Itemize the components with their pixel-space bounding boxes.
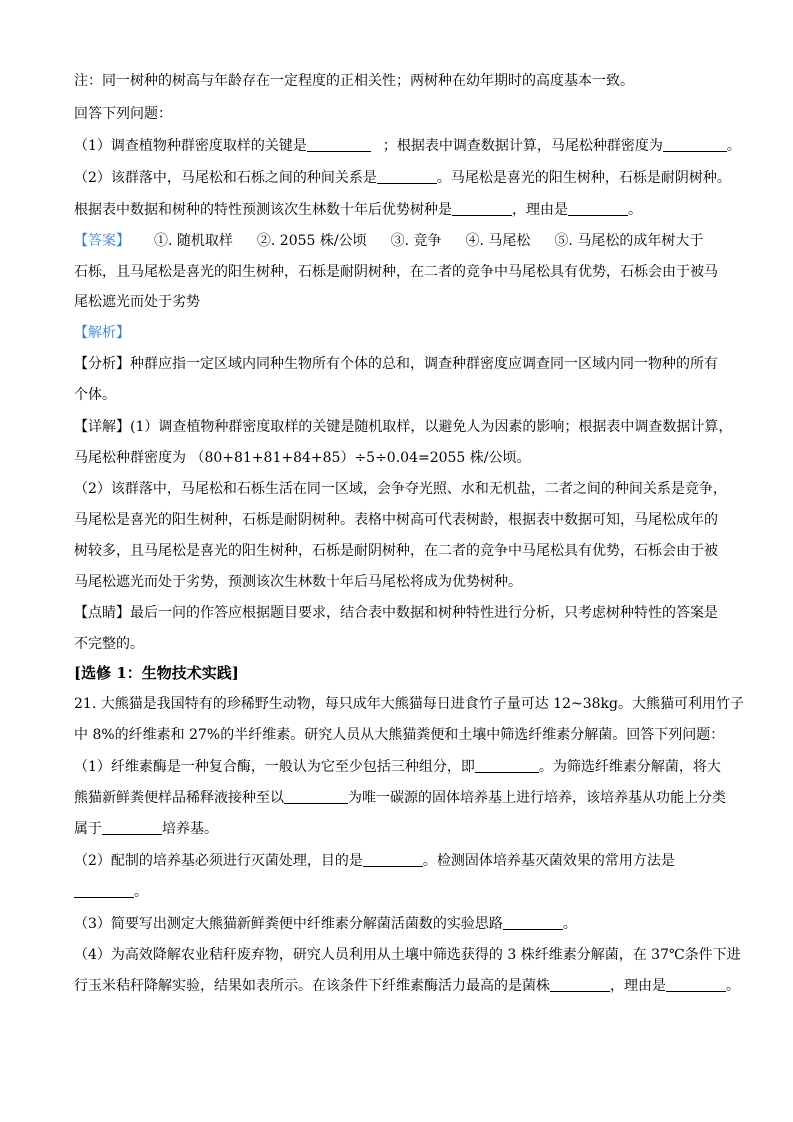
- question-21-2-line: [74, 882, 734, 902]
- question-2-line: [74, 168, 734, 188]
- text-segment: 石栎，且马尾松是喜光的阳生树种，石栎是耐阴树种，在二者的竞争中马尾松具有优势，石栎会由于被马: [74, 264, 718, 280]
- answer-blank[interactable]: [666, 977, 726, 992]
- text-segment: 树较多，且马尾松是喜光的阳生树种，石栎是耐阴树种，在二者的竞争中马尾松具有优势，石栎会由于被: [74, 543, 718, 559]
- answer-blank[interactable]: [503, 915, 563, 930]
- detail-line: [74, 479, 734, 499]
- text-segment: 马尾松遮光而处于劣势，预测该次生林数十年后马尾松将成为优势树种。: [74, 574, 522, 590]
- answer-tag: 【答案】: [74, 233, 130, 249]
- answer-blank[interactable]: [307, 137, 371, 152]
- text-segment: 21. 大熊猫是我国特有的珍稀野生动物，每只成年大熊猫每日进食竹子量可达 12~38kg。大熊猫可利用竹子: [74, 696, 744, 712]
- text-segment: 【分析】种群应指一定区域内同种生物所有个体的总和，调查种群密度应调查同一区域内同一物种的所有: [74, 356, 718, 372]
- text-segment: （2）配制的培养基必须进行灭菌处理，目的是: [74, 853, 363, 869]
- text-segment: 。: [562, 916, 577, 932]
- answer-item: ⑤. 马尾松的成年树大于: [554, 233, 704, 249]
- answer-blank[interactable]: [568, 201, 628, 216]
- text-segment: 马尾松种群密度为 （80+81+81+84+85）÷5÷0.04=2055 株/公顷。: [74, 450, 531, 466]
- question-21-1-line: [74, 788, 734, 808]
- answer-blank[interactable]: [363, 852, 423, 867]
- answer-line: [74, 231, 734, 251]
- text-segment: 属于: [74, 821, 102, 837]
- text-segment: 马尾松是喜光的阳生树种，石栎是耐阴树种。表格中树高可代表树龄，根据表中数据可知，马尾松成年的: [74, 512, 718, 528]
- text-segment: 培养基。: [162, 821, 218, 837]
- text-segment: 行玉米秸秆降解实验，结果如表所示。在该条件下纤维素酶活力最高的是菌株: [74, 978, 550, 994]
- text-segment: （1）纤维素酶是一种复合酶，一般认为它至少包括三种组分，即: [74, 759, 475, 775]
- answer-cont-line: [74, 262, 734, 282]
- question-1-line: [74, 136, 741, 156]
- question-21-2-line: [74, 851, 734, 871]
- text-segment: （1）调查植物种群密度取样的关键是: [74, 138, 307, 154]
- text-segment: 【详解】(1）调查植物种群密度取样的关键是随机取样，以避免人为因素的影响；根据表中调查数据计算，: [74, 419, 733, 435]
- note-text: 注：同一树种的树高与年龄存在一定程度的正相关性；两树种在幼年期时的高度基本一致。: [74, 73, 634, 89]
- question-21-3-line: [74, 914, 734, 934]
- answer-blank[interactable]: [663, 137, 727, 152]
- text-segment: ；根据表中调查数据计算，马尾松种群密度为: [382, 138, 663, 154]
- tip-line: [74, 603, 734, 623]
- text-segment: 不完整的。: [74, 636, 144, 652]
- analysis-tag: 【解析】: [74, 325, 130, 341]
- answer-blank[interactable]: [102, 820, 162, 835]
- text-segment: ，理由是: [610, 978, 666, 994]
- detail-line: [74, 572, 734, 592]
- text-segment: （4）为高效降解农业秸秆废弃物，研究人员利用从土壤中筛选获得的 3 株纤维素分解菌，在 37℃条件下进: [74, 947, 741, 963]
- detail-line: [74, 448, 734, 468]
- question-21-line: [74, 694, 744, 714]
- text-segment: 。: [726, 138, 741, 154]
- answer-blank[interactable]: [74, 883, 134, 898]
- answer-blank[interactable]: [284, 789, 348, 804]
- text-segment: 熊猫新鲜粪便样品稀释液接种至以: [74, 790, 284, 806]
- prompt-text: 回答下列问题：: [74, 106, 172, 122]
- section-heading: [74, 663, 734, 683]
- question-21-4-line: [74, 976, 740, 996]
- answer-blank[interactable]: [475, 758, 539, 773]
- analysis-line: [74, 385, 734, 405]
- text-segment: 个体。: [74, 387, 116, 403]
- section-heading-text: [选修 1：生物技术实践]: [74, 664, 239, 682]
- text-segment: 。检测固体培养基灭菌效果的常用方法是: [422, 853, 675, 869]
- text-segment: 。为筛选纤维素分解菌，将大: [538, 759, 721, 775]
- note-line: [74, 71, 734, 91]
- text-segment: （3）简要写出测定大熊猫新鲜粪便中纤维素分解菌活菌数的实验思路: [74, 916, 503, 932]
- text-segment: 。: [134, 884, 148, 900]
- answer-item: ②. 2055 株/公顷: [256, 233, 367, 249]
- detail-line: [74, 510, 734, 530]
- answer-blank[interactable]: [550, 977, 610, 992]
- answer-blank[interactable]: [377, 169, 437, 184]
- prompt-line: [74, 104, 734, 124]
- question-21-line: [74, 725, 734, 745]
- answer-blank[interactable]: [452, 201, 512, 216]
- question-21-1-line: [74, 819, 734, 839]
- text-segment: 。: [726, 978, 740, 994]
- question-21-1-line: [74, 757, 734, 777]
- analysis-line: [74, 354, 734, 374]
- detail-line: [74, 541, 734, 561]
- answer-cont-line: [74, 292, 734, 312]
- text-segment: （2）该群落中，马尾松和石栎生活在同一区域，会争夺光照、水和无机盐，二者之间的种间关系是竞争，: [74, 481, 727, 497]
- answer-item: ①. 随机取样: [154, 233, 233, 249]
- text-segment: 。马尾松是喜光的阳生树种，石栎是耐阴树种。: [436, 170, 731, 186]
- text-segment: ，理由是: [512, 202, 568, 218]
- question-21-4-line: [74, 945, 741, 965]
- answer-item: ④. 马尾松: [465, 233, 531, 249]
- text-segment: 【点睛】最后一问的作答应根据题目要求，结合表中数据和树种特性进行分析，只考虑树种特性的答案是: [74, 605, 718, 621]
- answer-item: ③. 竞争: [390, 233, 442, 249]
- detail-line: [74, 417, 734, 437]
- text-segment: 中 8%的纤维素和 27%的半纤维素。研究人员从大熊猫粪便和土壤中筛选纤维素分解菌。回答下列问题：: [74, 727, 725, 743]
- text-segment: 。: [628, 202, 642, 218]
- question-2-cont-line: [74, 200, 734, 220]
- tip-line: [74, 634, 734, 654]
- text-segment: 根据表中数据和树种的特性预测该次生林数十年后优势树种是: [74, 202, 452, 218]
- analysis-tag-line: [74, 323, 734, 343]
- text-segment: 尾松遮光而处于劣势: [74, 294, 200, 310]
- text-segment: 为唯一碳源的固体培养基上进行培养，该培养基从功能上分类: [348, 790, 726, 806]
- text-segment: （2）该群落中，马尾松和石栎之间的种间关系是: [74, 170, 377, 186]
